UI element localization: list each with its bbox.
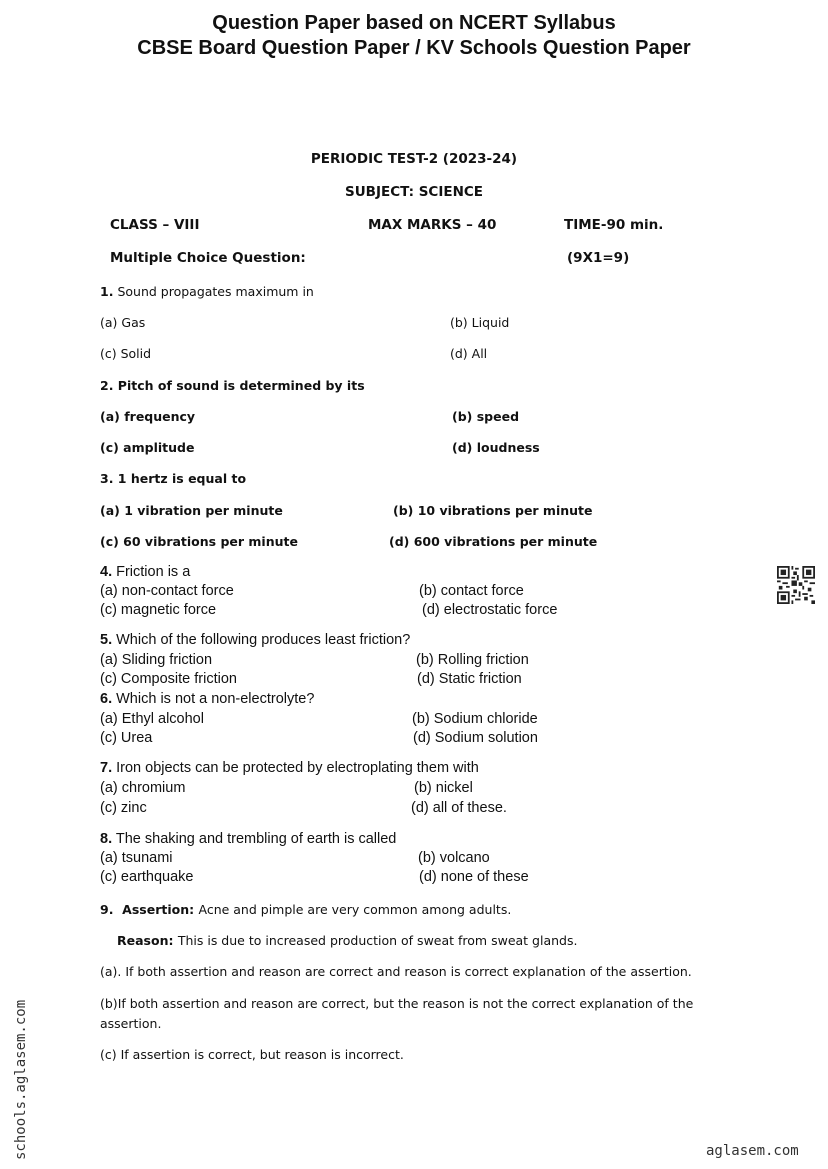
question-number: 5. <box>100 632 113 648</box>
question-text: Which is not a non-electrolyte? <box>116 691 315 707</box>
side-watermark: schools.aglasem.com <box>13 999 29 1160</box>
q6-option-d: (d) Sodium solution <box>413 730 538 746</box>
question-8 <box>100 831 396 847</box>
question-9-assertion <box>100 902 511 917</box>
question-number: 9. <box>100 902 114 917</box>
question-2: 2. Pitch of sound is determined by its <box>100 378 365 393</box>
q1-option-b: (b) Liquid <box>450 315 510 330</box>
q2-option-c: (c) amplitude <box>100 440 195 455</box>
question-9-reason <box>117 933 577 948</box>
assertion-text: Acne and pimple are very common among adults. <box>198 902 512 917</box>
q4-option-c: (c) magnetic force <box>100 602 217 618</box>
question-number: 7. <box>100 760 113 776</box>
reason-text: This is due to increased production of sweat from sweat glands. <box>177 933 578 948</box>
q1-option-c: (c) Solid <box>100 346 152 361</box>
q4-option-d: (d) electrostatic force <box>422 602 558 618</box>
question-text: Friction is a <box>116 564 191 580</box>
q2-option-d: (d) loudness <box>452 440 540 455</box>
question-number: 6. <box>100 691 113 707</box>
reason-label: Reason: <box>117 933 174 948</box>
q8-option-b: (b) volcano <box>418 850 490 866</box>
q9-option-a: (a). If both assertion and reason are correct and reason is correct explanation of the assertion. <box>100 964 692 979</box>
q5-option-b: (b) Rolling friction <box>416 652 529 668</box>
q9-option-b-line2: assertion. <box>100 1016 162 1031</box>
section-marks: (9X1=9) <box>567 250 630 266</box>
question-6 <box>100 691 314 707</box>
question-5 <box>100 632 410 648</box>
exam-class: CLASS – VIII <box>110 217 200 233</box>
exam-max-marks: MAX MARKS – 40 <box>368 217 497 233</box>
question-text: Iron objects can be protected by electroplating them with <box>116 760 479 776</box>
q2-option-b: (b) speed <box>452 409 520 424</box>
question-1 <box>100 284 314 299</box>
question-text: The shaking and trembling of earth is called <box>115 831 397 847</box>
q6-option-c: (c) Urea <box>100 730 153 746</box>
question-number: 4. <box>100 564 113 580</box>
q3-option-c: (c) 60 vibrations per minute <box>100 534 298 549</box>
q5-option-a: (a) Sliding friction <box>100 652 213 668</box>
q4-option-a: (a) non-contact force <box>100 583 234 599</box>
question-3: 3. 1 hertz is equal to <box>100 471 247 486</box>
question-number: 8. <box>100 831 113 847</box>
q8-option-c: (c) earthquake <box>100 869 194 885</box>
qr-code-icon <box>777 566 815 604</box>
q6-option-a: (a) Ethyl alcohol <box>100 711 204 727</box>
q1-option-a: (a) Gas <box>100 315 146 330</box>
question-text: Which of the following produces least friction? <box>116 632 411 648</box>
q9-option-c: (c) If assertion is correct, but reason is incorrect. <box>100 1047 404 1062</box>
exam-subject: SUBJECT: SCIENCE <box>345 184 483 200</box>
q6-option-b: (b) Sodium chloride <box>412 711 538 727</box>
q9-option-b-line1: (b)If both assertion and reason are correct, but the reason is not the correct explanation of the <box>100 996 694 1011</box>
q5-option-c: (c) Composite friction <box>100 671 237 687</box>
q1-option-d: (d) All <box>450 346 488 361</box>
q3-option-b: (b) 10 vibrations per minute <box>393 503 593 518</box>
section-title: Multiple Choice Question: <box>110 250 306 266</box>
question-number: 1. <box>100 284 114 299</box>
q8-option-a: (a) tsunami <box>100 850 173 866</box>
question-7 <box>100 760 479 776</box>
exam-time: TIME-90 min. <box>564 217 664 233</box>
footer-watermark: aglasem.com <box>706 1143 799 1159</box>
q7-option-c: (c) zinc <box>100 800 147 816</box>
header-line-1: Question Paper based on NCERT Syllabus <box>212 12 616 34</box>
q7-option-a: (a) chromium <box>100 780 186 796</box>
q7-option-d: (d) all of these. <box>411 800 507 816</box>
q3-option-a: (a) 1 vibration per minute <box>100 503 283 518</box>
q4-option-b: (b) contact force <box>419 583 524 599</box>
exam-title: PERIODIC TEST-2 (2023-24) <box>310 151 518 167</box>
q2-option-a: (a) frequency <box>100 409 196 424</box>
q5-option-d: (d) Static friction <box>417 671 522 687</box>
question-4 <box>100 564 190 580</box>
header-line-2: CBSE Board Question Paper / KV Schools Question Paper <box>137 37 691 59</box>
question-text: Sound propagates maximum in <box>117 284 314 299</box>
q8-option-d: (d) none of these <box>419 869 529 885</box>
q3-option-d: (d) 600 vibrations per minute <box>389 534 598 549</box>
assertion-label: Assertion: <box>122 902 195 917</box>
q7-option-b: (b) nickel <box>414 780 473 796</box>
